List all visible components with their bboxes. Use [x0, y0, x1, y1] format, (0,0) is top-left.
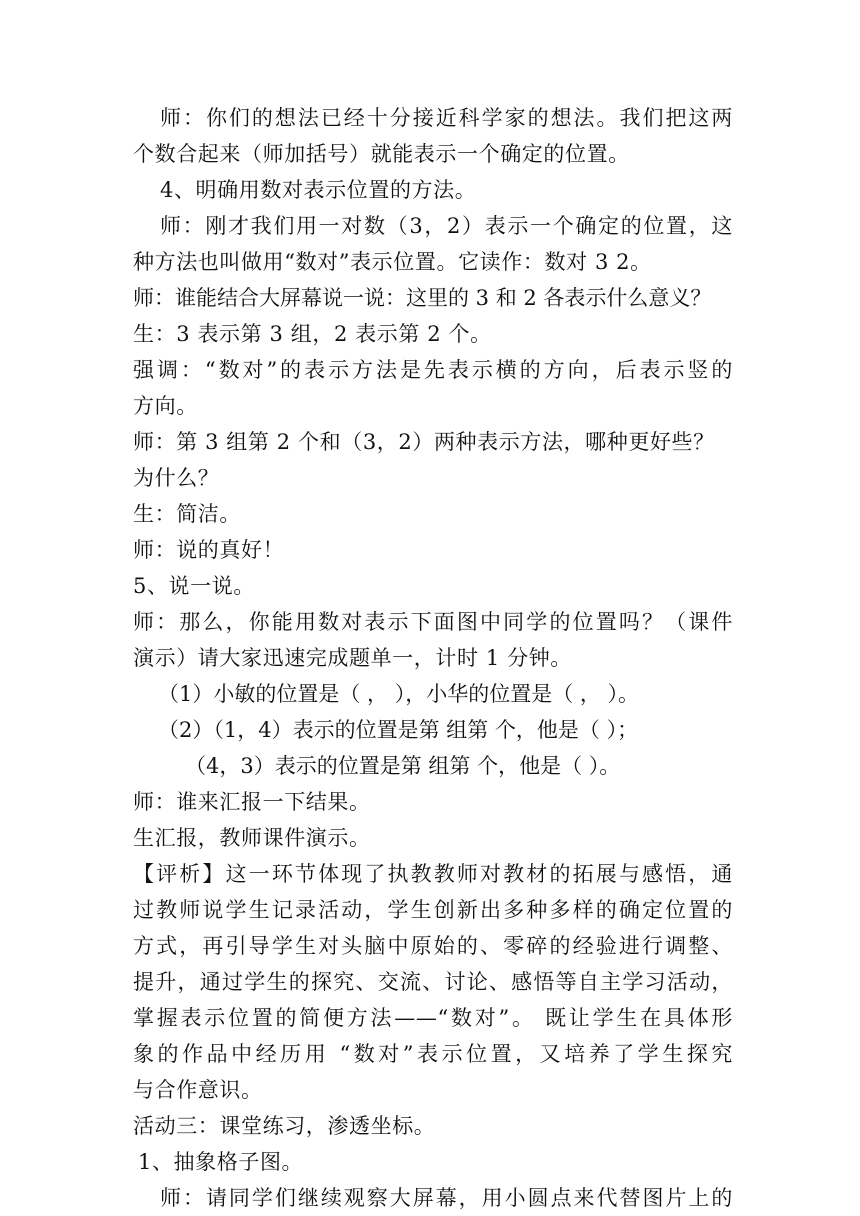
paragraph-line: 师：第 3 组第 2 个和（3，2）两种表示方法，哪种更好些？: [133, 430, 715, 454]
commentary-line: 提升，通过学生的探究、交流、讨论、感悟等自主学习活动，: [133, 970, 733, 994]
commentary-line: 方式，再引导学生对头脑中原始的、零碎的经验进行调整、: [133, 934, 733, 958]
commentary-line: 掌握表示位置的简便方法——“数对”。 既让学生在具体形: [133, 1006, 733, 1030]
commentary-line: 象的作品中经历用 “数对”表示位置，又培养了学生探究: [133, 1042, 733, 1066]
paragraph-line: 为什么？: [133, 466, 220, 490]
paragraph-line: 生：简洁。: [133, 502, 241, 526]
commentary-line: 与合作意识。: [133, 1078, 263, 1102]
paragraph-line: 师：刚才我们用一对数（3，2）表示一个确定的位置，这: [160, 214, 733, 238]
paragraph-line: 师：说的真好！: [133, 538, 285, 562]
exercise-question: （4，3）表示的位置是第 组第 个，他是（ ）。: [185, 754, 621, 778]
paragraph-line: 师：那么，你能用数对表示下面图中同学的位置吗？（课件: [133, 610, 733, 634]
paragraph-line: 个数合起来（师加括号）就能表示一个确定的位置。: [133, 142, 630, 166]
commentary-line: 过教师说学生记录活动，学生创新出多种多样的确定位置的: [133, 898, 733, 922]
section-heading: 活动三：课堂练习，渗透坐标。: [133, 1114, 436, 1138]
section-heading: 4、明确用数对表示位置的方法。: [160, 178, 477, 202]
section-heading: 5、说一说。: [133, 574, 255, 598]
paragraph-line: 生汇报，教师课件演示。: [133, 826, 371, 850]
paragraph-line: 师：谁来汇报一下结果。: [133, 790, 371, 814]
paragraph-line: 演示）请大家迅速完成题单一，计时 1 分钟。: [133, 646, 572, 670]
paragraph-line: 生：3 表示第 3 组，2 表示第 2 个。: [133, 322, 492, 346]
exercise-question: （2）（1，4）表示的位置是第 组第 个，他是（ ）；: [158, 718, 639, 742]
paragraph-line: 种方法也叫做用“数对”表示位置。它读作：数对 3 2。: [133, 250, 652, 274]
exercise-question: （1）小敏的位置是（ ， ），小华的位置是（ ， ）。: [158, 682, 640, 706]
section-heading: 1、抽象格子图。: [138, 1150, 304, 1174]
commentary-line: 【评析】这一环节体现了执教教师对教材的拓展与感悟，通: [133, 862, 733, 886]
paragraph-line: 师：请同学们继续观察大屏幕，用小圆点来代替图片上的: [160, 1186, 733, 1210]
paragraph-line: 师：谁能结合大屏幕说一说：这里的 3 和 2 各表示什么意义？: [133, 286, 712, 310]
paragraph-line: 方向。: [133, 394, 198, 418]
paragraph-line: 师：你们的想法已经十分接近科学家的想法。我们把这两: [160, 106, 733, 130]
paragraph-line: 强调：“数对”的表示方法是先表示横的方向，后表示竖的: [133, 358, 733, 382]
